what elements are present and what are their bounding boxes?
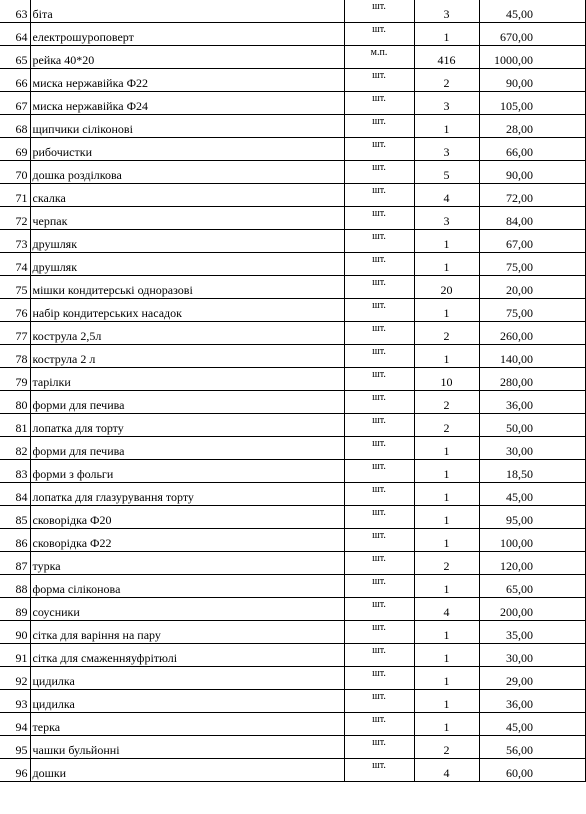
unit-cell: шт. [344, 689, 414, 712]
quantity-cell: 1 [414, 712, 479, 735]
quantity-cell: 5 [414, 160, 479, 183]
row-number-cell: 85 [0, 505, 30, 528]
price-cell: 30,00 [479, 436, 586, 459]
row-number-cell: 81 [0, 413, 30, 436]
item-name-cell: форми для печива [30, 436, 344, 459]
unit-cell: шт. [344, 344, 414, 367]
table-row [0, 689, 586, 712]
row-number-cell: 72 [0, 206, 30, 229]
item-name-cell: дошка розділкова [30, 160, 344, 183]
table-row [0, 413, 586, 436]
table-row [0, 298, 586, 321]
row-number-cell: 94 [0, 712, 30, 735]
quantity-cell: 3 [414, 206, 479, 229]
table-row [0, 0, 586, 22]
row-number-cell: 77 [0, 321, 30, 344]
table-row [0, 505, 586, 528]
item-name-cell: лопатка для глазурування торту [30, 482, 344, 505]
item-name-cell: черпак [30, 206, 344, 229]
unit-cell: шт. [344, 413, 414, 436]
table-row [0, 183, 586, 206]
quantity-cell: 2 [414, 735, 479, 758]
item-name-cell: форма сіліконова [30, 574, 344, 597]
row-number-cell: 88 [0, 574, 30, 597]
quantity-cell: 1 [414, 574, 479, 597]
table-row [0, 344, 586, 367]
table-row [0, 620, 586, 643]
item-name-cell: сковорідка Ф20 [30, 505, 344, 528]
item-name-cell: мішки кондитерські одноразові [30, 275, 344, 298]
quantity-cell: 20 [414, 275, 479, 298]
price-cell: 280,00 [479, 367, 586, 390]
quantity-cell: 4 [414, 183, 479, 206]
price-cell: 18,50 [479, 459, 586, 482]
item-name-cell: набір кондитерських насадок [30, 298, 344, 321]
table-row [0, 321, 586, 344]
price-cell: 28,00 [479, 114, 586, 137]
item-name-cell: тарілки [30, 367, 344, 390]
price-cell: 30,00 [479, 643, 586, 666]
item-name-cell: сковорідка Ф22 [30, 528, 344, 551]
price-cell: 670,00 [479, 22, 586, 45]
price-cell: 140,00 [479, 344, 586, 367]
row-number-cell: 68 [0, 114, 30, 137]
unit-cell: шт. [344, 367, 414, 390]
unit-cell: шт. [344, 252, 414, 275]
unit-cell: шт. [344, 390, 414, 413]
unit-cell: шт. [344, 321, 414, 344]
quantity-cell: 10 [414, 367, 479, 390]
quantity-cell: 1 [414, 252, 479, 275]
row-number-cell: 67 [0, 91, 30, 114]
unit-cell: шт. [344, 229, 414, 252]
item-name-cell: цидилка [30, 689, 344, 712]
unit-cell: м.п. [344, 45, 414, 68]
table-row [0, 275, 586, 298]
price-cell: 90,00 [479, 160, 586, 183]
unit-cell: шт. [344, 275, 414, 298]
table-row [0, 758, 586, 781]
unit-cell: шт. [344, 758, 414, 781]
quantity-cell: 4 [414, 758, 479, 781]
quantity-cell: 2 [414, 551, 479, 574]
quantity-cell: 1 [414, 114, 479, 137]
row-number-cell: 64 [0, 22, 30, 45]
table-row [0, 528, 586, 551]
price-cell: 20,00 [479, 275, 586, 298]
quantity-cell: 2 [414, 321, 479, 344]
table-row [0, 436, 586, 459]
item-name-cell: кострула 2 л [30, 344, 344, 367]
price-cell: 45,00 [479, 482, 586, 505]
item-name-cell: лопатка для торту [30, 413, 344, 436]
row-number-cell: 66 [0, 68, 30, 91]
row-number-cell: 78 [0, 344, 30, 367]
row-number-cell: 75 [0, 275, 30, 298]
quantity-cell: 1 [414, 482, 479, 505]
table-row [0, 551, 586, 574]
quantity-cell: 2 [414, 68, 479, 91]
row-number-cell: 83 [0, 459, 30, 482]
item-name-cell: миска нержавійка Ф24 [30, 91, 344, 114]
unit-cell: шт. [344, 22, 414, 45]
quantity-cell: 1 [414, 620, 479, 643]
quantity-cell: 1 [414, 528, 479, 551]
price-cell: 75,00 [479, 298, 586, 321]
table-row [0, 206, 586, 229]
unit-cell: шт. [344, 574, 414, 597]
item-name-cell: скалка [30, 183, 344, 206]
unit-cell: шт. [344, 91, 414, 114]
unit-cell: шт. [344, 298, 414, 321]
quantity-cell: 2 [414, 413, 479, 436]
table-row [0, 666, 586, 689]
unit-cell: шт. [344, 0, 414, 22]
price-cell: 60,00 [479, 758, 586, 781]
item-name-cell: рейка 40*20 [30, 45, 344, 68]
row-number-cell: 93 [0, 689, 30, 712]
item-name-cell: друшляк [30, 252, 344, 275]
price-cell: 84,00 [479, 206, 586, 229]
unit-cell: шт. [344, 482, 414, 505]
row-number-cell: 84 [0, 482, 30, 505]
item-name-cell: соусники [30, 597, 344, 620]
row-number-cell: 80 [0, 390, 30, 413]
item-name-cell: щипчики сіліконові [30, 114, 344, 137]
quantity-cell: 2 [414, 390, 479, 413]
price-cell: 200,00 [479, 597, 586, 620]
quantity-cell: 416 [414, 45, 479, 68]
table-row [0, 712, 586, 735]
row-number-cell: 92 [0, 666, 30, 689]
row-number-cell: 69 [0, 137, 30, 160]
unit-cell: шт. [344, 160, 414, 183]
row-number-cell: 73 [0, 229, 30, 252]
item-name-cell: цидилка [30, 666, 344, 689]
table-row [0, 574, 586, 597]
price-cell: 100,00 [479, 528, 586, 551]
row-number-cell: 95 [0, 735, 30, 758]
table-row [0, 160, 586, 183]
table-row [0, 114, 586, 137]
price-cell: 95,00 [479, 505, 586, 528]
table-row [0, 252, 586, 275]
price-cell: 90,00 [479, 68, 586, 91]
price-cell: 45,00 [479, 0, 586, 22]
quantity-cell: 1 [414, 229, 479, 252]
price-cell: 75,00 [479, 252, 586, 275]
quantity-cell: 1 [414, 22, 479, 45]
unit-cell: шт. [344, 551, 414, 574]
price-cell: 36,00 [479, 390, 586, 413]
unit-cell: шт. [344, 436, 414, 459]
row-number-cell: 79 [0, 367, 30, 390]
unit-cell: шт. [344, 735, 414, 758]
row-number-cell: 70 [0, 160, 30, 183]
item-name-cell: біта [30, 0, 344, 22]
row-number-cell: 76 [0, 298, 30, 321]
quantity-cell: 1 [414, 666, 479, 689]
item-name-cell: дошки [30, 758, 344, 781]
quantity-cell: 1 [414, 298, 479, 321]
table-row [0, 229, 586, 252]
price-cell: 260,00 [479, 321, 586, 344]
item-name-cell: електрошуроповерт [30, 22, 344, 45]
item-name-cell: форми з фольги [30, 459, 344, 482]
table-row [0, 459, 586, 482]
quantity-cell: 3 [414, 137, 479, 160]
item-name-cell: форми для печива [30, 390, 344, 413]
quantity-cell: 1 [414, 643, 479, 666]
unit-cell: шт. [344, 620, 414, 643]
table-row [0, 137, 586, 160]
unit-cell: шт. [344, 505, 414, 528]
unit-cell: шт. [344, 459, 414, 482]
row-number-cell: 90 [0, 620, 30, 643]
quantity-cell: 1 [414, 505, 479, 528]
unit-cell: шт. [344, 183, 414, 206]
unit-cell: шт. [344, 528, 414, 551]
price-cell: 35,00 [479, 620, 586, 643]
quantity-cell: 4 [414, 597, 479, 620]
table-row [0, 597, 586, 620]
price-cell: 56,00 [479, 735, 586, 758]
price-cell: 105,00 [479, 91, 586, 114]
unit-cell: шт. [344, 597, 414, 620]
unit-cell: шт. [344, 666, 414, 689]
unit-cell: шт. [344, 68, 414, 91]
table-row [0, 91, 586, 114]
table-row [0, 68, 586, 91]
item-name-cell: сітка для варіння на пару [30, 620, 344, 643]
table-row [0, 735, 586, 758]
table-row [0, 482, 586, 505]
item-name-cell: рибочистки [30, 137, 344, 160]
row-number-cell: 74 [0, 252, 30, 275]
item-name-cell: миска нержавійка Ф22 [30, 68, 344, 91]
quantity-cell: 3 [414, 0, 479, 22]
row-number-cell: 87 [0, 551, 30, 574]
table-row [0, 367, 586, 390]
item-name-cell: сітка для смаженняуфрітюлі [30, 643, 344, 666]
price-cell: 66,00 [479, 137, 586, 160]
unit-cell: шт. [344, 712, 414, 735]
row-number-cell: 71 [0, 183, 30, 206]
item-name-cell: турка [30, 551, 344, 574]
table-row [0, 390, 586, 413]
quantity-cell: 3 [414, 91, 479, 114]
item-name-cell: терка [30, 712, 344, 735]
quantity-cell: 1 [414, 689, 479, 712]
price-cell: 67,00 [479, 229, 586, 252]
quantity-cell: 1 [414, 436, 479, 459]
price-cell: 1000,00 [479, 45, 586, 68]
row-number-cell: 96 [0, 758, 30, 781]
table-row [0, 22, 586, 45]
table-row [0, 643, 586, 666]
row-number-cell: 89 [0, 597, 30, 620]
price-cell: 29,00 [479, 666, 586, 689]
price-cell: 50,00 [479, 413, 586, 436]
row-number-cell: 86 [0, 528, 30, 551]
price-cell: 45,00 [479, 712, 586, 735]
item-name-cell: чашки бульйонні [30, 735, 344, 758]
unit-cell: шт. [344, 643, 414, 666]
item-name-cell: друшляк [30, 229, 344, 252]
price-cell: 120,00 [479, 551, 586, 574]
price-cell: 36,00 [479, 689, 586, 712]
row-number-cell: 65 [0, 45, 30, 68]
price-cell: 72,00 [479, 183, 586, 206]
unit-cell: шт. [344, 114, 414, 137]
row-number-cell: 91 [0, 643, 30, 666]
row-number-cell: 82 [0, 436, 30, 459]
row-number-cell: 63 [0, 0, 30, 22]
unit-cell: шт. [344, 137, 414, 160]
table-row [0, 45, 586, 68]
quantity-cell: 1 [414, 344, 479, 367]
item-name-cell: кострула 2,5л [30, 321, 344, 344]
quantity-cell: 1 [414, 459, 479, 482]
price-cell: 65,00 [479, 574, 586, 597]
unit-cell: шт. [344, 206, 414, 229]
